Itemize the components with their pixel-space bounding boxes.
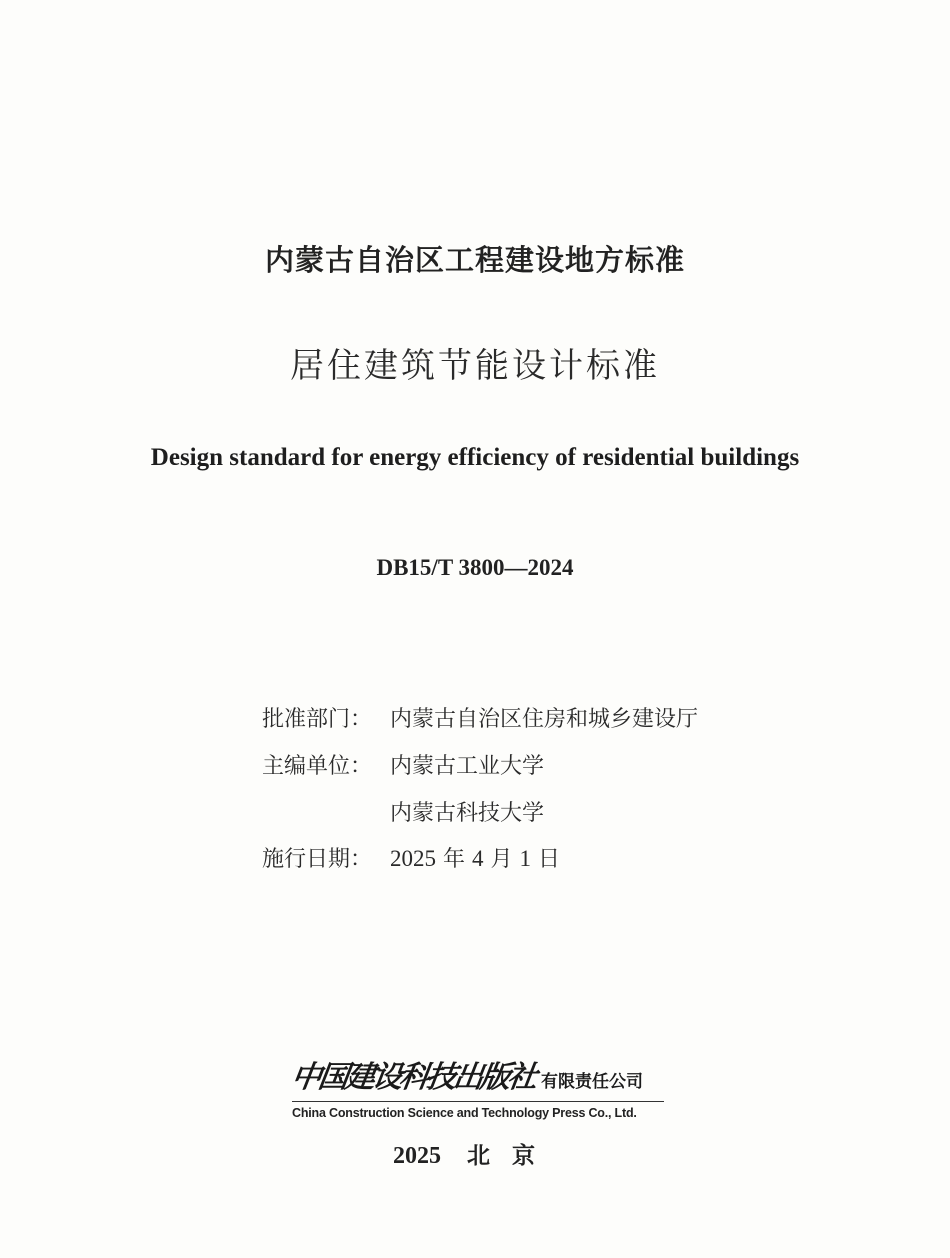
date-year: 2025: [390, 845, 436, 871]
editor-value-2: 内蒙古科技大学: [390, 800, 545, 826]
imprint-year: 2025: [393, 1143, 441, 1169]
date-day-unit: 日: [538, 846, 561, 872]
approval-row: [262, 700, 698, 734]
date-month: 4: [472, 845, 484, 871]
main-title: 居住建筑节能设计标准: [290, 346, 660, 386]
imprint: [0, 1137, 950, 1170]
editor-label: 主编单位：: [262, 753, 373, 779]
effective-date-row: [262, 840, 560, 874]
editor-row: [262, 747, 544, 781]
publisher-logo: 中国建设科技出版社: [289, 1060, 537, 1095]
editor-value-1: 内蒙古工业大学: [390, 753, 545, 779]
date-value: [390, 842, 560, 873]
date-day: 1: [519, 845, 532, 871]
editor-row-2: [262, 794, 544, 828]
imprint-city: 北京: [467, 1143, 557, 1169]
date-year-unit: 年: [443, 846, 466, 872]
publisher-cn-line: [289, 1048, 664, 1096]
publisher-name-en: China Construction Science and Technology Press Co., Ltd.: [292, 1106, 637, 1120]
publisher-divider: [292, 1101, 664, 1102]
publisher-suffix: 有限责任公司: [541, 1072, 643, 1092]
date-label: 施行日期：: [262, 846, 373, 872]
approval-label: 批准部门：: [262, 706, 373, 732]
publisher-block: [289, 1048, 664, 1120]
series-title: 内蒙古自治区工程建设地方标准: [264, 243, 685, 277]
english-title: Design standard for energy efficiency of residential buildings: [150, 444, 800, 471]
approval-value: 内蒙古自治区住房和城乡建设厅: [390, 706, 699, 732]
date-month-unit: 月: [490, 846, 513, 872]
standard-code: DB15/T 3800—2024: [376, 555, 574, 580]
